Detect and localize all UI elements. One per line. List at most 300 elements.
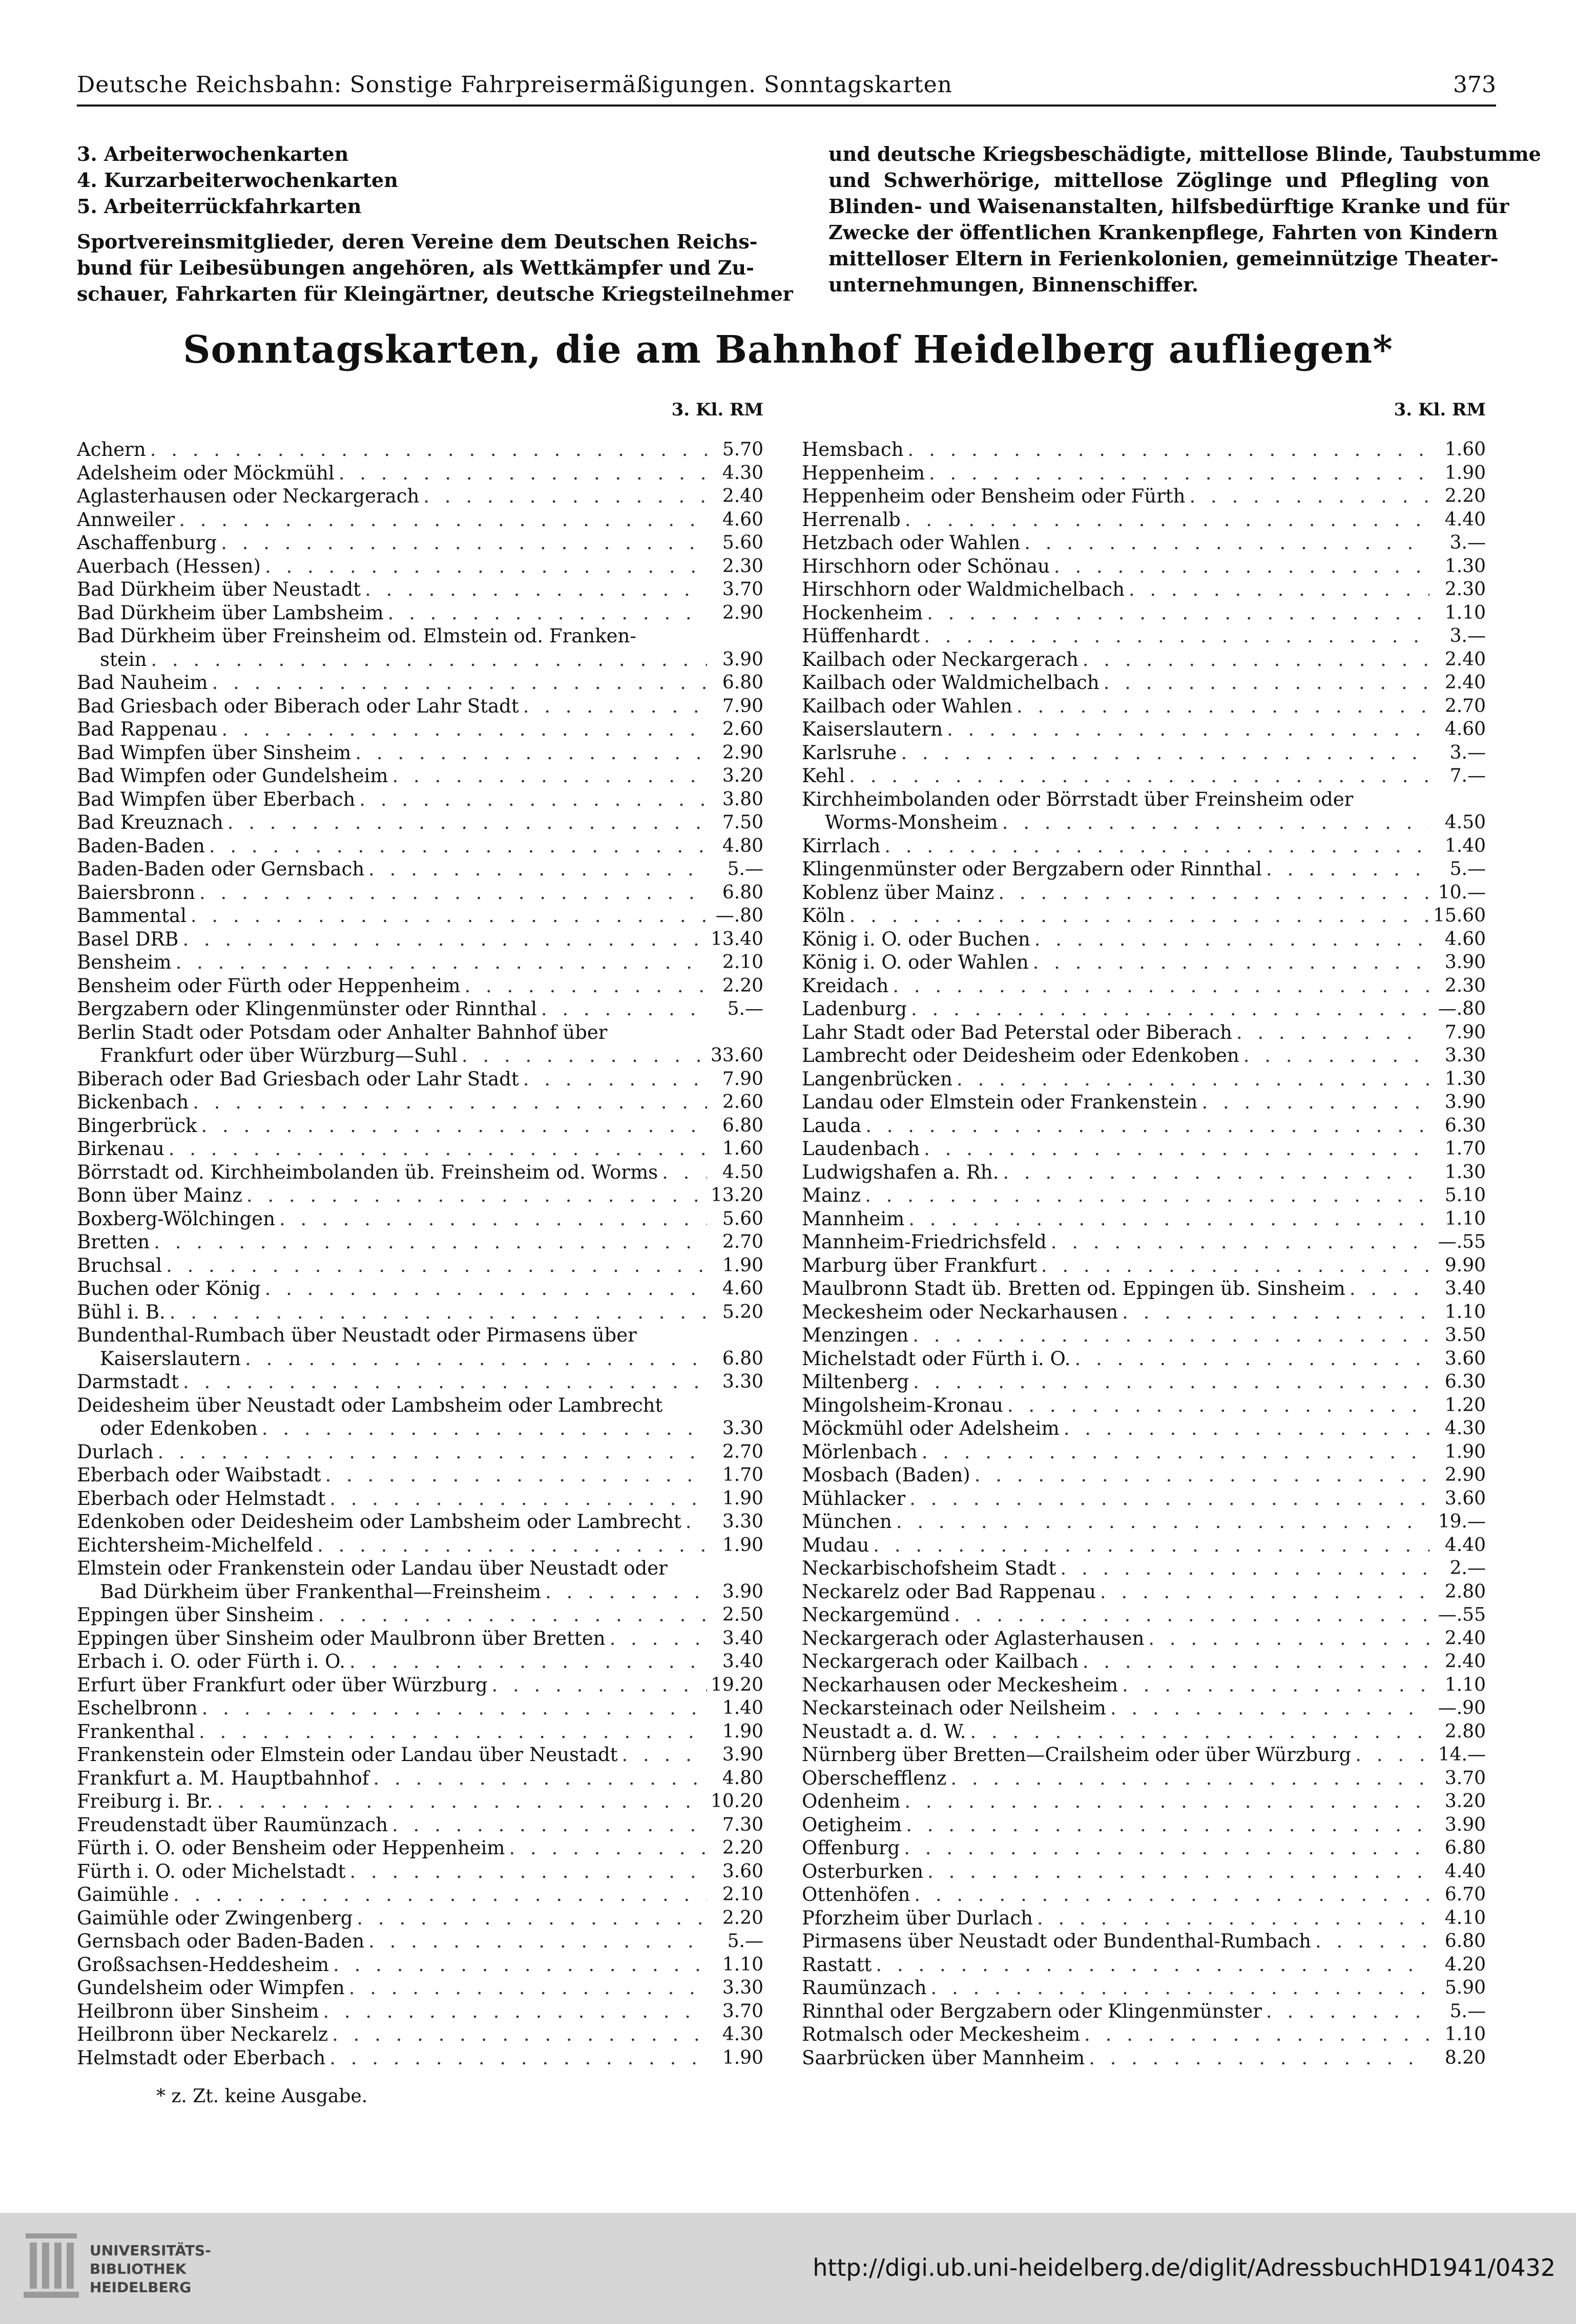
- fare-price: 1.10: [722, 1954, 763, 1975]
- table-row: [77, 555, 763, 578]
- fare-price: 3.70: [722, 2000, 763, 2022]
- dot-leader: [966, 1720, 1429, 1744]
- dot-leader: [325, 2046, 707, 2070]
- dot-leader: [1070, 1347, 1429, 1371]
- column-header-label: 3. Kl. RM: [671, 400, 763, 420]
- fare-price: 3.—: [1449, 625, 1486, 646]
- fare-price: 1.10: [1444, 1301, 1486, 1323]
- table-row: [802, 1277, 1486, 1301]
- fare-price: 5.—: [727, 1931, 763, 1952]
- destination-name: Boxberg-Wölchingen: [77, 1207, 276, 1230]
- dot-leader: [1351, 1743, 1429, 1767]
- fare-price: —.80: [715, 905, 763, 926]
- dot-leader: [907, 997, 1429, 1021]
- intro-left-column: [77, 141, 793, 307]
- table-row: [802, 904, 1486, 928]
- destination-name: Kailbach oder Wahlen: [802, 695, 1012, 717]
- list-item: 4. Kurzarbeiterwochenkarten: [77, 169, 398, 192]
- fare-price: 3.40: [1444, 1278, 1486, 1299]
- table-row: [802, 1883, 1486, 1907]
- fare-price: —.55: [1438, 1604, 1486, 1625]
- fare-price: 1.90: [1444, 462, 1486, 484]
- table-row: [77, 578, 763, 601]
- dot-leader: [1144, 1627, 1429, 1650]
- destination-name: Kailbach oder Neckargerach: [802, 648, 1079, 671]
- dot-leader: [1020, 531, 1429, 555]
- destination-name: Frankenthal: [77, 1720, 195, 1743]
- destination-name: Oetigheim: [802, 1813, 902, 1836]
- fare-price: 2.30: [1444, 579, 1486, 600]
- destination-name: Erbach i. O. oder Fürth i. O.: [77, 1650, 346, 1672]
- destination-name: Bretten: [77, 1231, 150, 1253]
- table-row: [77, 834, 763, 858]
- table-row: [802, 2023, 1486, 2046]
- fare-price: 15.60: [1433, 905, 1486, 926]
- destination-name: Meckesheim oder Neckarhausen: [802, 1301, 1118, 1323]
- dot-leader: [1029, 951, 1429, 974]
- fare-price: 2.20: [722, 975, 763, 996]
- page-number: 373: [1453, 72, 1496, 98]
- dot-leader: [205, 834, 707, 858]
- institution-line: BIBLIOTHEK: [90, 2260, 186, 2277]
- fare-price: 3.30: [722, 1511, 763, 1532]
- dot-leader: [345, 1650, 707, 1673]
- dot-leader: [999, 1161, 1429, 1184]
- dot-leader: [384, 601, 707, 625]
- dot-leader: [169, 1883, 707, 1907]
- dot-leader: [1262, 857, 1429, 881]
- table-row: [77, 1044, 763, 1067]
- table-row: [77, 1137, 763, 1161]
- destination-name: Kirrlach: [802, 834, 881, 857]
- table-row: [77, 1534, 763, 1557]
- dot-leader: [1056, 1557, 1429, 1580]
- table-row: [802, 555, 1486, 578]
- destination-name: stein: [100, 648, 147, 671]
- table-row: [802, 1836, 1486, 1860]
- destination-name: Kaiserslautern: [100, 1347, 241, 1370]
- destination-name: Neckarsteinach oder Neilsheim: [802, 1697, 1106, 1719]
- table-row: [77, 1907, 763, 1930]
- destination-name: Frankfurt oder über Würzburg—Suhl: [100, 1044, 458, 1066]
- fare-column-right: [802, 389, 1486, 2069]
- destination-name: Marburg über Frankfurt: [802, 1254, 1037, 1276]
- text-line: bund für Leibesübungen angehören, als Wettkämpfer und Zu-: [77, 256, 754, 279]
- table-row: [802, 1603, 1486, 1627]
- dot-leader: [146, 438, 707, 462]
- destination-name: Biberach oder Bad Griesbach oder Lahr Stadt: [77, 1067, 519, 1090]
- dot-leader: [197, 1114, 707, 1138]
- fare-price: 1.60: [1444, 439, 1486, 460]
- destination-name: Bad Nauheim: [77, 672, 208, 694]
- dot-leader: [861, 1114, 1429, 1138]
- destination-name: Bonn über Mainz: [77, 1184, 242, 1206]
- table-row: Kirchheimbolanden oder Börrstadt über Freinsheim oder: [802, 788, 1354, 810]
- section-heading: Sonntagskarten, die am Bahnhof Heidelberg aufliegen*: [183, 328, 1393, 372]
- dot-leader: [1030, 928, 1429, 951]
- dot-leader: [162, 1254, 707, 1278]
- dot-leader: [970, 1463, 1429, 1487]
- table-row: [802, 462, 1486, 485]
- fare-price: 1.10: [1444, 2024, 1486, 2045]
- table-row: [802, 1044, 1486, 1067]
- table-row: [77, 741, 763, 765]
- destination-name: Börrstadt od. Kirchheimbolanden üb. Freinsheim od. Worms: [77, 1161, 658, 1183]
- running-head-title: Deutsche Reichsbahn: Sonstige Fahrpreisermäßigungen. Sonntagskarten: [77, 72, 952, 98]
- table-row: [77, 695, 763, 718]
- table-row: [802, 601, 1486, 625]
- destination-name: Mudau: [802, 1534, 869, 1556]
- dot-leader: [606, 1627, 707, 1650]
- destination-name: Mannheim: [802, 1207, 905, 1230]
- dot-leader: [1085, 2046, 1429, 2070]
- table-row: [77, 1417, 763, 1440]
- fare-price: 3.90: [722, 1581, 763, 1602]
- destination-name: Bruchsal: [77, 1254, 162, 1276]
- destination-name: Nürnberg über Bretten—Crailsheim oder über Würzburg: [802, 1744, 1352, 1766]
- dot-leader: [1262, 2000, 1429, 2023]
- fare-price: 5.—: [1449, 859, 1486, 880]
- destination-name: Rotmalsch oder Meckesheim: [802, 2023, 1081, 2045]
- table-row: [802, 1161, 1486, 1184]
- dot-leader: [179, 1370, 707, 1394]
- dot-leader: [364, 857, 707, 881]
- table-row: [77, 508, 763, 532]
- table-row: [802, 1417, 1486, 1440]
- table-row: Berlin Stadt oder Potsdam oder Anhalter Bahnhof über: [77, 1021, 608, 1043]
- list-item: 3. Arbeiterwochenkarten: [77, 142, 349, 165]
- table-row: [802, 834, 1486, 858]
- destination-name: Ottenhöfen: [802, 1883, 910, 1906]
- dot-leader: [1118, 1301, 1429, 1324]
- text-line: Sportvereinsmitglieder, deren Vereine dem Deutschen Reichs-: [77, 230, 758, 253]
- running-head: [77, 66, 1496, 107]
- table-row: [77, 462, 763, 485]
- fare-list-left: [77, 438, 763, 2069]
- table-row: [802, 1534, 1486, 1557]
- destination-name: Osterburken: [802, 1860, 924, 1882]
- fare-price: 2.30: [722, 555, 763, 577]
- table-row: [77, 1510, 763, 1534]
- destination-name: Bad Wimpfen über Sinsheim: [77, 741, 351, 764]
- dot-leader: [910, 1883, 1429, 1907]
- table-row: [802, 1627, 1486, 1650]
- text-line: unternehmungen, Binnenschiffer.: [828, 273, 1199, 296]
- destination-name: Edenkoben oder Deidesheim oder Lambsheim oder Lambrecht: [77, 1511, 681, 1533]
- fare-price: 2.70: [1444, 695, 1486, 717]
- fare-price: —.80: [1438, 998, 1486, 1019]
- destination-name: Bergzabern oder Klingenmünster oder Rinnthal: [77, 998, 537, 1020]
- dot-leader: [172, 951, 707, 974]
- destination-name: Basel DRB: [77, 928, 179, 950]
- fare-price: —.90: [1438, 1698, 1486, 1719]
- table-row: [77, 1883, 763, 1907]
- destination-name: Bickenbach: [77, 1091, 189, 1113]
- destination-name: Karlsruhe: [802, 741, 897, 764]
- dot-leader: [258, 1417, 707, 1440]
- table-row: [77, 1091, 763, 1114]
- institution-line: HEIDELBERG: [90, 2279, 192, 2296]
- dot-leader: [147, 648, 707, 672]
- destination-name: Neckargemünd: [802, 1604, 950, 1626]
- destination-name: Menzingen: [802, 1324, 909, 1346]
- destination-name: Hirschhorn oder Schönau: [802, 555, 1050, 577]
- fare-price: 2.20: [722, 1837, 763, 1858]
- table-row: [77, 1860, 763, 1883]
- fare-price: 14.—: [1438, 1744, 1486, 1765]
- table-row: [802, 1440, 1486, 1464]
- dot-leader: [950, 1603, 1429, 1627]
- destination-name: Eberbach oder Helmstadt: [77, 1487, 326, 1510]
- table-row: [802, 718, 1486, 741]
- table-row: [802, 881, 1486, 905]
- fare-price: 1.90: [722, 1488, 763, 1509]
- destination-name: Kaiserslautern: [802, 718, 943, 740]
- fare-price: 6.80: [1444, 1931, 1486, 1952]
- table-row: [802, 928, 1486, 951]
- table-row: [77, 1673, 763, 1697]
- table-row: [77, 2046, 763, 2070]
- dot-leader: [314, 1603, 707, 1627]
- table-row: [77, 1976, 763, 2000]
- fare-price: 2.60: [722, 1092, 763, 1113]
- dot-leader: [345, 1860, 707, 1883]
- dot-leader: [164, 1137, 707, 1161]
- fare-price: 6.80: [722, 882, 763, 903]
- dot-leader: [901, 508, 1429, 532]
- destination-name: Baden-Baden oder Gernsbach: [77, 858, 365, 880]
- table-row: [802, 857, 1486, 881]
- dot-leader: [335, 462, 707, 485]
- destination-name: Rastatt: [802, 1953, 872, 1976]
- fare-price: 2.40: [1444, 1627, 1486, 1649]
- destination-name: Michelstadt oder Fürth i. O.: [802, 1347, 1071, 1370]
- destination-name: Frankfurt a. M. Hauptbahnhof: [77, 1767, 369, 1789]
- table-row: [802, 2046, 1486, 2070]
- table-row: [802, 1463, 1486, 1487]
- fare-price: 4.80: [722, 835, 763, 856]
- table-row: [802, 974, 1486, 998]
- institution-line: UNIVERSITÄTS-: [90, 2242, 211, 2259]
- destination-name: Bühl i. B.: [77, 1301, 165, 1323]
- destination-name: Bad Dürkheim über Frankenthal—Freinsheim: [100, 1580, 542, 1603]
- table-row: [77, 1114, 763, 1138]
- table-row: [802, 1487, 1486, 1511]
- destination-name: Bensheim oder Fürth oder Heppenheim: [77, 974, 461, 997]
- dot-leader: [1239, 1044, 1429, 1067]
- fare-price: 19.20: [710, 1674, 763, 1695]
- fare-price: 1.40: [1444, 835, 1486, 856]
- dot-leader: [165, 1301, 707, 1324]
- dot-leader: [208, 671, 707, 695]
- dot-leader: [328, 2023, 707, 2046]
- table-row: [802, 578, 1486, 601]
- fare-price: 2.10: [722, 1884, 763, 1905]
- fare-price: 4.80: [722, 1767, 763, 1789]
- fare-price: 2.70: [722, 1231, 763, 1252]
- text-line: Blinden- und Waisenanstalten, hilfsbedürftige Kranke und für: [828, 195, 1509, 218]
- fare-price: 2.80: [1444, 1721, 1486, 1742]
- fare-price: 1.30: [1444, 1161, 1486, 1183]
- destination-name: Mosbach (Baden): [802, 1464, 970, 1486]
- fare-price: 3.90: [1444, 1814, 1486, 1835]
- fare-price: 4.50: [1444, 812, 1486, 833]
- source-url-link[interactable]: http://digi.ub.uni-heidelberg.de/diglit/AdressbuchHD1941/0432: [813, 2254, 1556, 2281]
- destination-name: Gaimühle oder Zwingenberg: [77, 1907, 353, 1929]
- library-footer: [0, 2213, 1576, 2324]
- fare-price: 1.90: [722, 1721, 763, 1742]
- dot-leader: [189, 1091, 707, 1114]
- fare-price: 5.—: [727, 859, 763, 880]
- destination-name: Offenburg: [802, 1837, 900, 1859]
- destination-name: Bad Dürkheim über Neustadt: [77, 578, 361, 600]
- table-row: [802, 624, 1486, 648]
- dot-leader: [1106, 1697, 1429, 1720]
- destination-name: Ludwigshafen a. Rh.: [802, 1161, 999, 1183]
- dot-leader: [1033, 1907, 1429, 1930]
- dot-leader: [1047, 1230, 1429, 1254]
- fare-price: 7.50: [722, 812, 763, 833]
- dot-leader: [925, 462, 1429, 485]
- dot-leader: [352, 1907, 707, 1930]
- fare-price: 19.—: [1438, 1511, 1486, 1532]
- fare-price: 6.80: [1444, 1837, 1486, 1858]
- destination-name: Eschelbronn: [77, 1697, 198, 1719]
- table-row: [802, 1930, 1486, 1953]
- table-row: [802, 508, 1486, 532]
- table-row: [802, 1184, 1486, 1207]
- dot-leader: [329, 1953, 707, 1977]
- destination-name: Freudenstadt über Raumünzach: [77, 1813, 388, 1836]
- dot-leader: [908, 1324, 1429, 1347]
- destination-name: Pforzheim über Durlach: [802, 1907, 1033, 1929]
- fare-price: 7.—: [1449, 765, 1486, 786]
- table-row: [802, 1114, 1486, 1138]
- destination-name: Bad Dürkheim über Lambsheim: [77, 601, 384, 624]
- table-row: [77, 1067, 763, 1091]
- destination-name: Miltenberg: [802, 1371, 909, 1393]
- table-row: [77, 1720, 763, 1744]
- fare-price: 5.—: [727, 998, 763, 1019]
- destination-name: Hirschhorn oder Waldmichelbach: [802, 578, 1125, 600]
- fare-price: 4.20: [1444, 1954, 1486, 1975]
- fare-price: 1.70: [1444, 1138, 1486, 1159]
- dot-leader: [926, 1976, 1429, 2000]
- fare-price: 1.10: [1444, 602, 1486, 623]
- dot-leader: [369, 1767, 707, 1790]
- destination-name: Köln: [802, 905, 845, 927]
- table-row: [77, 974, 763, 998]
- destination-name: Freiburg i. Br.: [77, 1790, 213, 1812]
- fare-price: 4.40: [1444, 1860, 1486, 1882]
- destination-name: Gundelsheim oder Wimpfen: [77, 1977, 345, 1999]
- destination-name: Heilbronn über Sinsheim: [77, 2000, 319, 2022]
- dot-leader: [880, 834, 1429, 858]
- header-rule: [77, 104, 1496, 107]
- table-row: [802, 764, 1486, 788]
- destination-name: Hüffenhardt: [802, 625, 920, 647]
- fare-price: 13.40: [710, 928, 763, 950]
- destination-name: Eppingen über Sinsheim: [77, 1604, 314, 1626]
- fare-price: 3.60: [722, 1860, 763, 1882]
- fare-price: 3.—: [1449, 742, 1486, 763]
- fare-price: 4.30: [722, 462, 763, 484]
- fare-price: 2.90: [722, 602, 763, 623]
- destination-name: Maulbronn Stadt üb. Bretten od. Eppingen üb. Sinsheim: [802, 1278, 1345, 1300]
- table-row: [802, 1720, 1486, 1744]
- fare-price: 4.60: [722, 509, 763, 530]
- destination-name: Hockenheim: [802, 601, 923, 624]
- fare-price: 33.60: [710, 1045, 763, 1066]
- destination-name: Mingolsheim-Kronau: [802, 1394, 1003, 1416]
- text-line: und Schwerhörige, mittellose Zöglinge und Pflegling von: [828, 169, 1489, 192]
- fare-price: 2.60: [722, 719, 763, 740]
- dot-leader: [217, 531, 707, 555]
- table-row: [802, 1347, 1486, 1371]
- fare-price: 6.80: [722, 672, 763, 693]
- table-row: [77, 1347, 763, 1371]
- destination-name: München: [802, 1511, 892, 1533]
- table-row: [77, 1277, 763, 1301]
- table-row: [77, 904, 763, 928]
- table-row: [77, 1580, 763, 1604]
- dot-leader: [355, 788, 707, 811]
- dot-leader: [1345, 1277, 1429, 1301]
- destination-name: Lauda: [802, 1114, 862, 1137]
- dot-leader: [872, 1953, 1429, 1977]
- fare-price: 3.70: [722, 579, 763, 600]
- fare-price: 3.30: [1444, 1045, 1486, 1066]
- column-header-label: 3. Kl. RM: [1394, 400, 1486, 420]
- fare-price: 2.40: [1444, 672, 1486, 693]
- fare-price: 6.80: [722, 1348, 763, 1369]
- table-row: [802, 671, 1486, 695]
- dot-leader: [313, 1534, 707, 1557]
- destination-name: Odenheim: [802, 1790, 901, 1812]
- dot-leader: [1080, 2023, 1429, 2046]
- destination-name: Langenbrücken: [802, 1067, 952, 1090]
- destination-name: Helmstadt oder Eberbach: [77, 2046, 326, 2069]
- destination-name: Erfurt über Frankfurt oder über Würzburg: [77, 1673, 488, 1696]
- destination-name: Eberbach oder Waibstadt: [77, 1464, 321, 1486]
- destination-name: Worms-Monsheim: [825, 811, 998, 833]
- dot-leader: [861, 1184, 1429, 1207]
- table-row: [802, 485, 1486, 508]
- dot-leader: [900, 1836, 1429, 1860]
- table-row: [77, 788, 763, 811]
- dot-leader: [321, 1463, 707, 1487]
- fare-price: 2.70: [722, 1441, 763, 1462]
- destination-name: Rinnthal oder Bergzabern oder Klingenmünster: [802, 2000, 1262, 2022]
- fare-price: 3.50: [1444, 1325, 1486, 1346]
- destination-name: Bensheim: [77, 951, 172, 973]
- dot-leader: [1232, 1021, 1429, 1044]
- dot-leader: [845, 764, 1429, 788]
- table-row: [802, 1394, 1486, 1417]
- dot-leader: [345, 1976, 707, 2000]
- table-row: [802, 1767, 1486, 1790]
- fare-price: 3.60: [1444, 1488, 1486, 1509]
- dot-leader: [1100, 671, 1429, 695]
- dot-leader: [242, 1184, 707, 1207]
- destination-name: Herrenalb: [802, 508, 901, 531]
- dot-leader: [1037, 1254, 1429, 1278]
- destination-name: Lambrecht oder Deidesheim oder Edenkoben: [802, 1044, 1239, 1066]
- table-row: [77, 928, 763, 951]
- dot-leader: [920, 624, 1429, 648]
- fare-price: 5.60: [722, 532, 763, 553]
- table-row: [802, 2000, 1486, 2023]
